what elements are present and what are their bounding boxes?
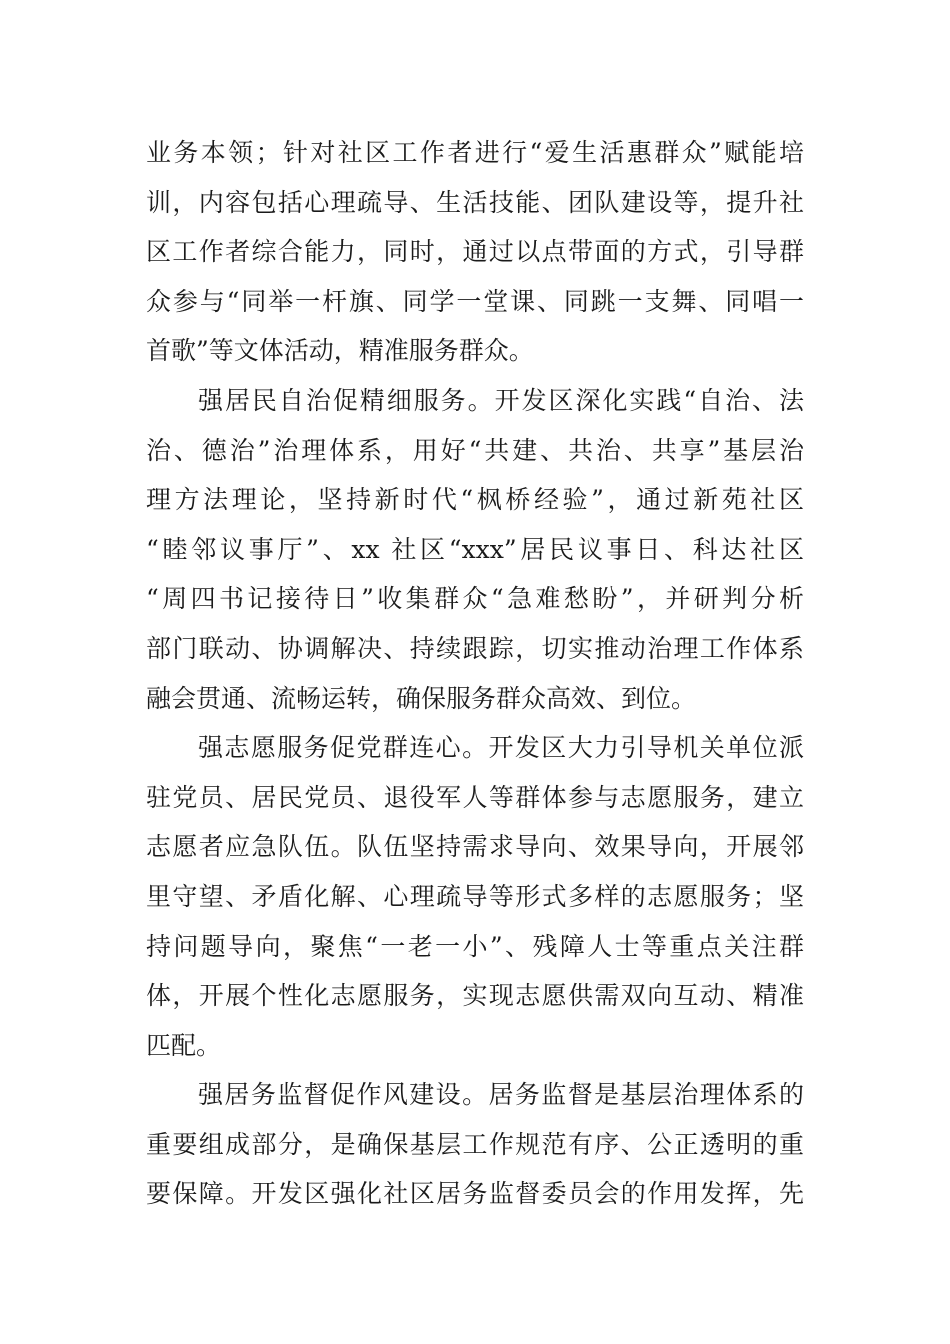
text-line: 业务本领；针对社区工作者进行“爱生活惠群众”赋能培: [146, 138, 804, 167]
text-line: 里守望、矛盾化解、心理疏导等形式多样的志愿服务；坚: [146, 881, 804, 911]
text-line: 强居务监督促作风建设。居务监督是基层治理体系的: [198, 1080, 804, 1110]
text-line: 体，开展个性化志愿服务，实现志愿供需双向互动、精准: [146, 981, 804, 1011]
text-line: 治、德治”治理体系，用好“共建、共治、共享”基层治: [146, 435, 804, 465]
paragraph-2: [146, 376, 816, 723]
text-line: 融会贯通、流畅运转，确保服务群众高效、到位。: [146, 683, 697, 713]
text-line: 要保障。开发区强化社区居务监督委员会的作用发挥，先: [146, 1179, 804, 1209]
text-line: 驻党员、居民党员、退役军人等群体参与志愿服务，建立: [146, 782, 804, 812]
text-line: 众参与“同举一杆旗、同学一堂课、同跳一支舞、同唱一: [146, 286, 804, 316]
text-line: 匹配。: [146, 1030, 222, 1060]
text-line: 强志愿服务促党群连心。开发区大力引导机关单位派: [198, 733, 804, 763]
paragraph-1: [146, 128, 816, 376]
paragraph-3: [146, 723, 816, 1070]
text-line: 志愿者应急队伍。队伍坚持需求导向、效果导向，开展邻: [146, 832, 804, 862]
text-line: 持问题导向，聚焦“一老一小”、残障人士等重点关注群: [146, 931, 804, 961]
document-body: [146, 128, 816, 1219]
text-line: 部门联动、协调解决、持续跟踪，切实推动治理工作体系: [146, 633, 804, 663]
text-line: 区工作者综合能力，同时，通过以点带面的方式，引导群: [146, 237, 804, 267]
text-line: 重要组成部分，是确保基层工作规范有序、公正透明的重: [146, 1129, 804, 1159]
text-line: 训，内容包括心理疏导、生活技能、团队建设等，提升社: [146, 187, 804, 217]
text-line: “睦邻议事厅”、xx 社区“xxx”居民议事日、科达社区: [146, 534, 804, 564]
paragraph-4: [146, 1070, 816, 1219]
text-line: 强居民自治促精细服务。开发区深化实践“自治、法: [198, 385, 804, 415]
text-line: 首歌”等文体活动，精准服务群众。: [146, 336, 534, 366]
text-line: 理方法理论，坚持新时代“枫桥经验”，通过新苑社区: [146, 485, 804, 515]
text-line: “周四书记接待日”收集群众“急难愁盼”，并研判分析: [146, 584, 804, 614]
